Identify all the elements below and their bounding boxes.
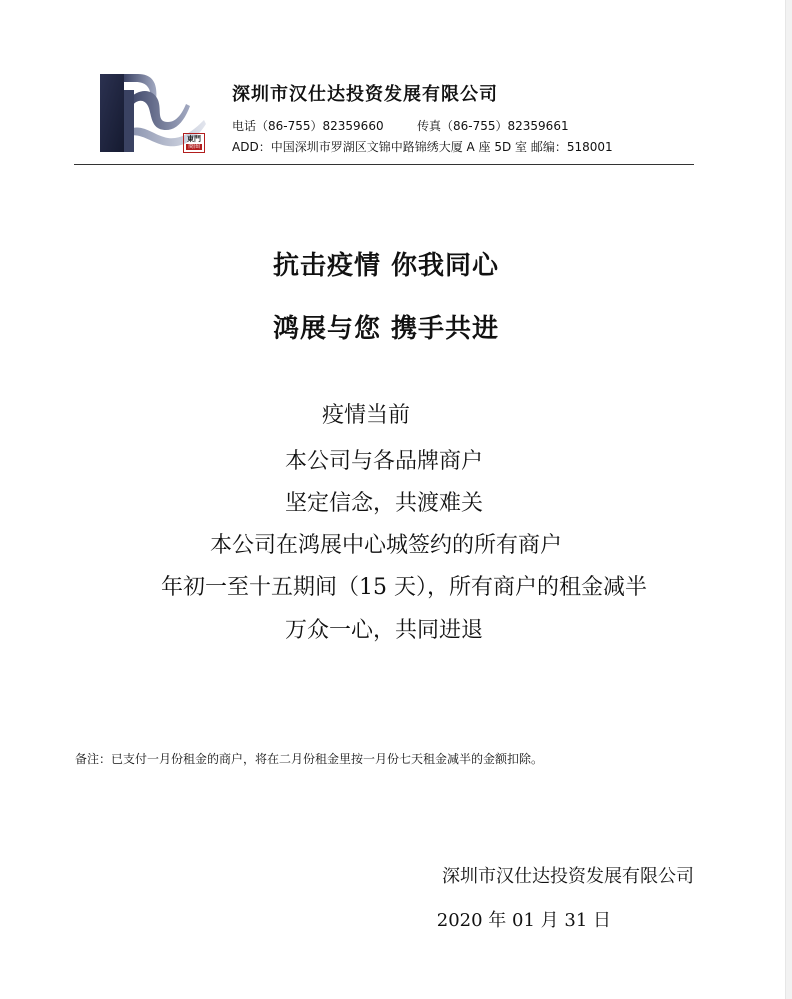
signature-company: 深圳市汉仕达投资发展有限公司 bbox=[442, 866, 694, 887]
body-line: 万众一心，共同进退 bbox=[284, 618, 483, 643]
headline-line-2: 鸿展与您 携手共进 bbox=[272, 314, 500, 344]
logo-badge-bottom-text: 商圈 bbox=[187, 143, 200, 150]
body-line: 年初一至十五期间（15 天），所有商户的租金减半 bbox=[161, 575, 647, 600]
page-edge bbox=[785, 0, 792, 999]
signature-date: 2020 年 01 月 31 日 bbox=[436, 910, 611, 931]
letterhead-fax: 传真（86-755）82359661 bbox=[417, 119, 569, 133]
logo-badge bbox=[183, 133, 205, 153]
letterhead-company-name: 深圳市汉仕达投资发展有限公司 bbox=[232, 84, 498, 105]
letterhead-address: ADD：中国深圳市罗湖区文锦中路锦绣大厦 A 座 5D 室 邮编：518001 bbox=[232, 140, 613, 154]
remark-note: 备注：已支付一月份租金的商户，将在二月份租金里按一月份七天租金减半的金额扣除。 bbox=[75, 752, 544, 766]
letterhead-phone: 电话（86-755）82359660 bbox=[232, 119, 384, 133]
logo-badge-top-text: 東門 bbox=[187, 135, 201, 143]
body-line: 坚定信念，共渡难关 bbox=[284, 491, 483, 516]
headline-line-1: 抗击疫情 你我同心 bbox=[272, 251, 500, 281]
body-line: 疫情当前 bbox=[321, 403, 410, 428]
letterhead-divider bbox=[74, 164, 694, 165]
body-line: 本公司与各品牌商户 bbox=[284, 449, 483, 474]
letterhead-contact-line bbox=[232, 117, 569, 134]
body-line: 本公司在鸿展中心城签约的所有商户 bbox=[209, 533, 562, 558]
